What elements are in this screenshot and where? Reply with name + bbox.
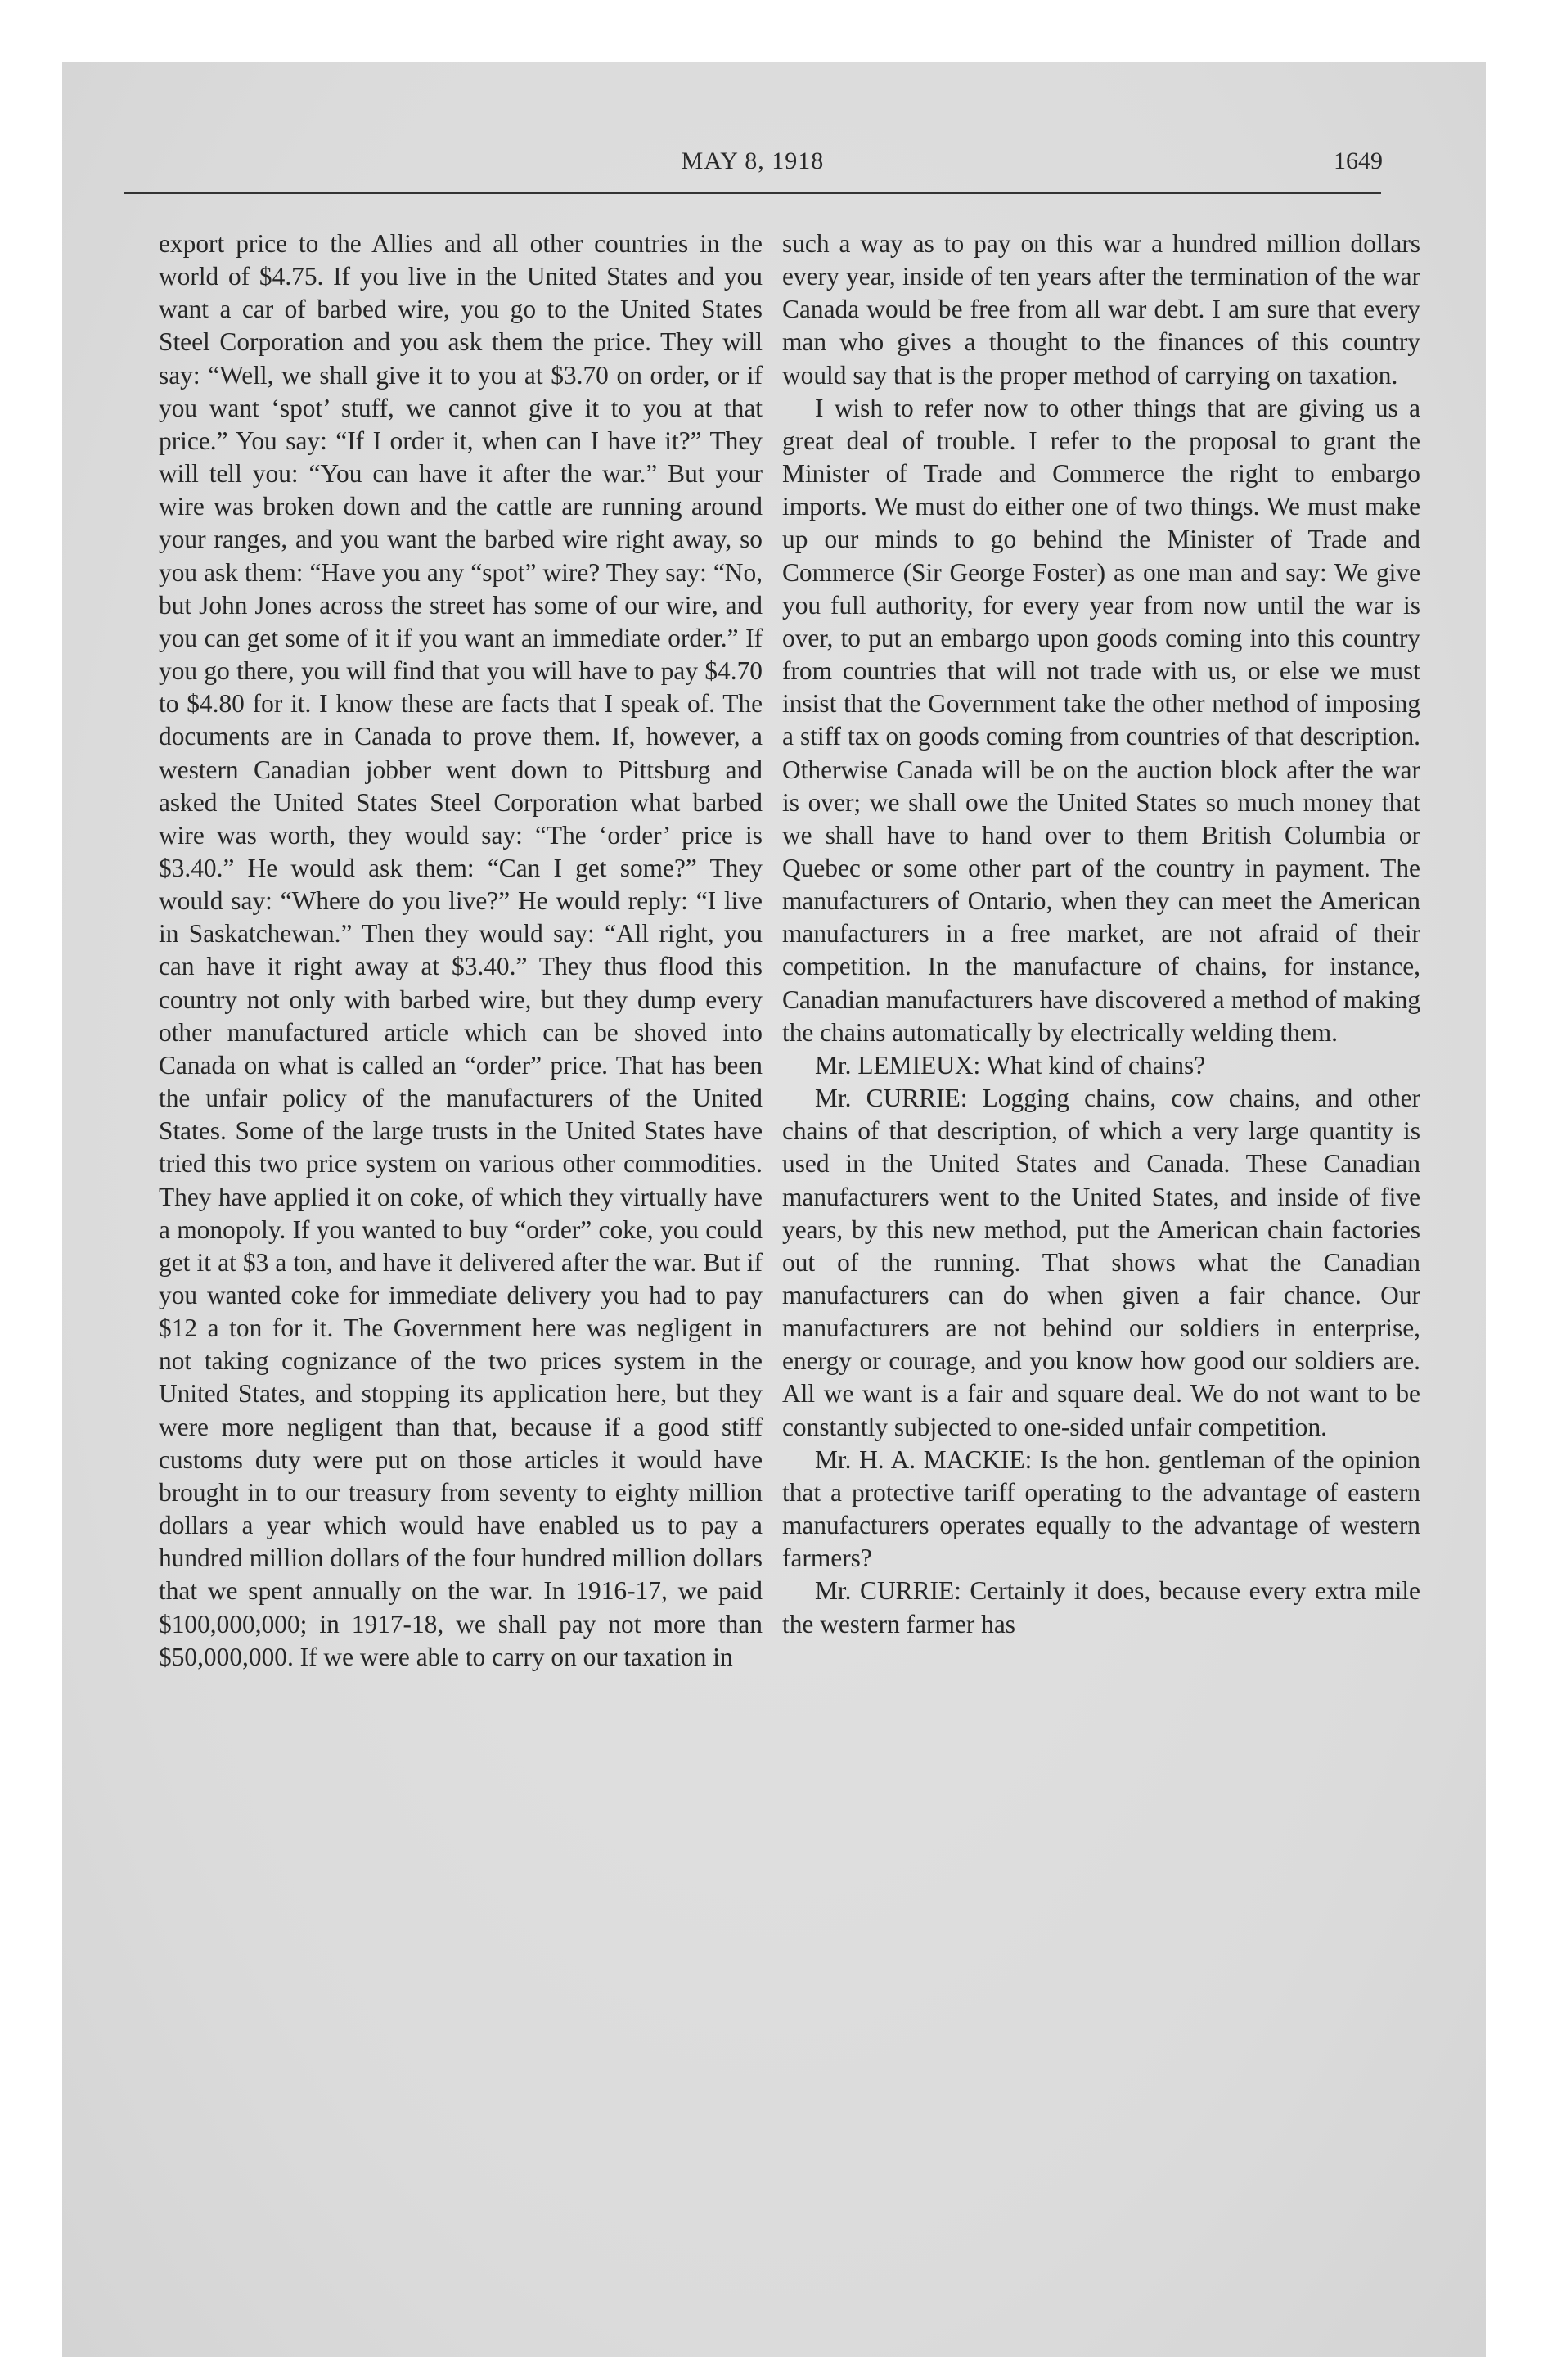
paragraph: export price to the Allies and all other countries in the world of $4.75. If you live in the United States and you want a car of barbed wire, you go to the United States Steel Corporation and you ask them the price. They will say: “Well, we shall give it to you at $3.70 on order, or if you want ‘spot’ stuff, we cannot give it to you at that price.” You say: “If I order it, when can I have it?” They will tell you: “You can have it after the war.” But your wire was broken down and the cattle are running around your ranges, and you want the barbed wire right away, so you ask them: “Have you any “spot” wire? They say: “No, but John Jones across the street has some of our wire, and you can get some of it if you want an immediate order.” If you go there, you will find that you will have to pay $4.70 to $4.80 for it. I know these are facts that I speak of. The documents are in Canada to prove them. If, however, a western Canadian jobber went down to Pittsburg and asked the United States Steel Corporation what barbed wire was worth, they would say: “The ‘order’ price is $3.40.” He would ask them: “Can I get some?” They would say: “Where do you live?” He would reply: “I live in Saskatchewan.” Then they would say: “All right, you can have it right away at $3.40.” They thus flood this country not only with barbed wire, but they dump every other manufactured article which can be shoved into Canada on what is called an “order” price. That has been the unfair policy of the manufacturers of the United States. Some of the large trusts in the United States have tried this two price system on various other commodities. They have applied it on coke, of which they virtually have a monopoly. If you wanted to buy “order” coke, you could get it at $3 a ton, and have it delivered after the war. But if you wanted coke for immediate delivery you had to pay $12 a ton for it. The Government here was negligent in not taking cognizance of the two prices system in the United States, and stopping its application here, but they were more negligent than that, because if a good stiff customs duty were put on those articles it would have brought in to our treasury from seventy to eighty million dollars a year which would have enabled us to pay a hundred million dollars of the four hundred million dollars that we spent annually on the war. In 1916-17, we paid $100,000,000; in 1917-18, we shall pay not more than $50,000,000. If we were able to carry on our taxation in [159, 229, 763, 1671]
speaker-paragraph: Mr. CURRIE: Logging chains, cow chains, and other chains of that description, of which a very large quantity is used in the United States and Canada. These Canadian manufacturers went to the United States, and inside of five years, by this new method, put the American chain factories out of the running. That shows what the Canadian manufacturers can do when given a fair chance. Our manufacturers are not behind our soldiers in enterprise, energy or courage, and you know how good our soldiers are. All we want is a fair and square deal. We do not want to be constantly subjected to one-sided unfair competition. [782, 1084, 1420, 1441]
page-number: 1649 [1334, 147, 1383, 174]
speaker-paragraph: Mr. CURRIE: Certainly it does, because every extra mile the western farmer has [782, 1576, 1420, 1639]
paragraph: I wish to refer now to other things that are giving us a great deal of trouble. I refer to the proposal to grant the Minister of Trade and Commerce the right to embargo imports. We must do either one of two things. We must make up our minds to go behind the Minister of Trade and Commerce (Sir George Foster) as one man and say: We give you full authority, for every year from now until the war is over, to put an embargo upon goods coming into this country from countries that will not trade with us, or else we must insist that the Government take the other method of imposing a stiff tax on goods coming from countries of that description. Otherwise Canada will be on the auction block after the war is over; we shall owe the United States so much money that we shall have to hand over to them British Columbia or Quebec or some other part of the country in payment. The manufacturers of Ontario, when they can meet the American manufacturers in a free market, are not afraid of their competition. In the manufacture of chains, for instance, Canadian manufacturers have discovered a method of making the chains automatically by electrically welding them. [782, 393, 1420, 1047]
header-date: MAY 8, 1918 [681, 147, 825, 174]
page-header [123, 147, 1383, 188]
paragraph: such a way as to pay on this war a hundred million dollars every year, inside of ten years after the termination of the war Canada would be free from all war debt. I am sure that every man who gives a thought to the finances of this country would say that is the proper method of carrying on taxation. [782, 229, 1420, 390]
speaker-paragraph: Mr. LEMIEUX: What kind of chains? [815, 1050, 1206, 1080]
speaker-paragraph: Mr. H. A. MACKIE: Is the hon. gentleman of the opinion that a protective tariff operating to the advantage of eastern manufacturers operates equally to the advantage of western farmers? [782, 1445, 1420, 1573]
right-column [782, 228, 1420, 1641]
left-column [159, 228, 763, 1674]
header-rule [124, 192, 1381, 194]
